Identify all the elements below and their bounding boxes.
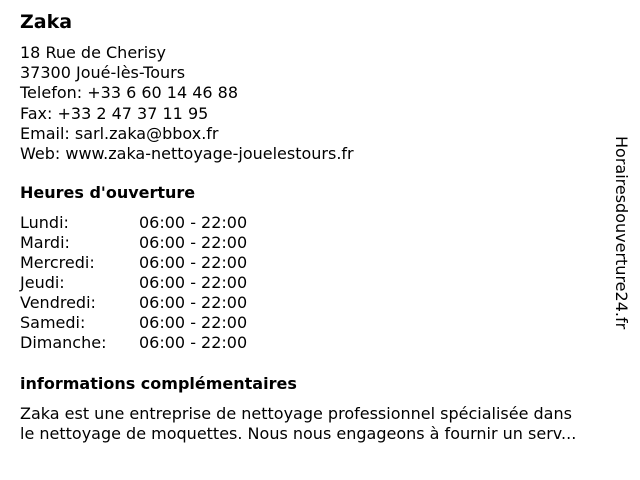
day-label: Samedi: [20, 313, 86, 332]
opening-hours-heading: Heures d'ouverture [20, 183, 196, 202]
time-range: 06:00 - 22:00 [139, 213, 248, 232]
additional-info-heading: informations complémentaires [20, 374, 297, 393]
business-name: Zaka [20, 11, 73, 33]
fax-number: Fax: +33 2 47 37 11 95 [20, 103, 209, 123]
site-watermark: Horairesdouverture24.fr [612, 136, 631, 330]
contact-details [20, 43, 354, 164]
day-label: Mardi: [20, 233, 70, 252]
time-range: 06:00 - 22:00 [139, 333, 248, 352]
day-label: Jeudi: [20, 273, 65, 292]
day-label: Lundi: [20, 213, 69, 232]
time-range: 06:00 - 22:00 [139, 293, 248, 312]
address-street: 18 Rue de Cherisy [20, 43, 166, 62]
time-range: 06:00 - 22:00 [139, 273, 248, 292]
description-line: le nettoyage de moquettes. Nous nous engageons à fournir un serv... [20, 424, 577, 443]
time-range: 06:00 - 22:00 [139, 313, 248, 332]
email-address: Email: sarl.zaka@bbox.fr [20, 123, 219, 143]
address-city: 37300 Joué-lès-Tours [20, 63, 186, 83]
day-label: Mercredi: [20, 253, 95, 272]
time-range: 06:00 - 22:00 [139, 233, 248, 252]
business-description [20, 404, 630, 444]
website: Web: www.zaka-nettoyage-jouelestours.fr [20, 144, 354, 164]
day-label: Vendredi: [20, 293, 96, 312]
description-line: Zaka est une entreprise de nettoyage professionnel spécialisée dans [20, 404, 572, 423]
phone-number: Telefon: +33 6 60 14 46 88 [20, 83, 239, 103]
day-label: Dimanche: [20, 333, 107, 352]
time-range: 06:00 - 22:00 [139, 253, 248, 272]
